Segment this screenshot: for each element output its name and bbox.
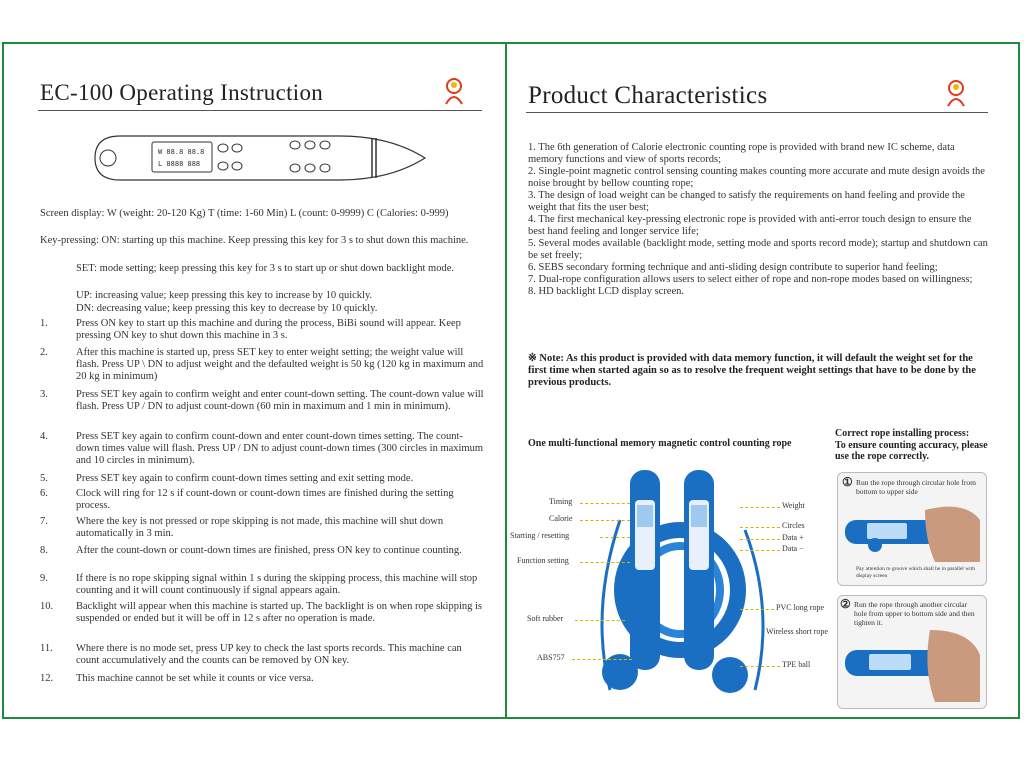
step-number: 3. xyxy=(40,389,48,400)
step-number: 5. xyxy=(40,473,48,484)
operating-instruction-title: EC-100 Operating Instruction xyxy=(40,80,324,105)
title-divider xyxy=(526,112,988,113)
install-subtitle: To ensure counting accuracy, please use the rope correctly. xyxy=(835,440,988,462)
step-text: Where the key is not pressed or rope skipping is not made, this machine will shut down automatically in 3 min. xyxy=(76,516,444,539)
label-abs757: ABS757 xyxy=(537,653,565,662)
step-number: 8. xyxy=(40,545,48,556)
leader-line xyxy=(600,537,630,538)
step-2-photo xyxy=(845,630,980,702)
feature-item: 2. Single-point magnetic control sensing counting makes counting more accurate and mute design avoids the noise brought by bellow counting rope; xyxy=(528,166,985,189)
label-data-minus: Data − xyxy=(782,544,804,553)
title-divider xyxy=(38,110,482,111)
label-pvc-long-rope: PVC long rope xyxy=(776,603,824,612)
product-characteristics-title: Product Characteristics xyxy=(528,82,768,109)
step-text: Press SET key again to confirm count-down times setting and exit setting mode. xyxy=(76,473,414,484)
key-pressing-text: Key-pressing: ON: starting up this machine. Keep pressing this key for 3 s to shut down this machine. xyxy=(40,235,469,246)
label-timing: Timing xyxy=(549,497,573,506)
leader-line xyxy=(580,503,630,504)
label-data-plus: Data + xyxy=(782,533,804,542)
up-key-text: UP: increasing value; keep pressing this key to increase by 10 quickly. xyxy=(76,290,373,301)
step-text: Press SET key again to confirm weight and enter count-down setting. The count-down value will flash. Press UP / DN to adjust count-down (60 min in maximum and 1 min in minimum). xyxy=(76,389,484,412)
label-soft-rubber: Soft rubber xyxy=(527,614,564,623)
label-tpe-ball: TPE ball xyxy=(782,660,811,669)
feature-item: 6. SEBS secondary forming technique and anti-sliding design contribute to superior hand feeling; xyxy=(528,262,938,273)
leader-line xyxy=(740,609,774,610)
feature-item: 4. The first mechanical key-pressing electronic rope is provided with anti-error touch design to ensure the best hand feeling and longer service life; xyxy=(528,214,972,237)
feature-item: 5. Several modes available (backlight mode, setting mode and sports record mode); startup and shutdown can be set freely; xyxy=(528,238,988,261)
step-text: After this machine is started up, press SET key to enter weight setting; the weight value will flash. Press UP \ DN to adjust weight and the defaulted weight is 50 kg (120 kg in maximum and 20 kg in minimum) xyxy=(76,347,484,382)
svg-text:L 8888 888: L 8888 888 xyxy=(158,160,201,168)
leader-line xyxy=(575,620,625,621)
leader-line xyxy=(572,659,632,660)
step-number: 6. xyxy=(40,488,48,499)
step-2-text: Run the rope through another circular hole from upper to bottom side and then tighten it. xyxy=(854,600,975,627)
leader-line xyxy=(580,562,630,563)
step-number: 10. xyxy=(40,601,54,612)
feature-item: 3. The design of load weight can be changed to satisfy the requirements on hand feeling and provide the weight that fits the user best; xyxy=(528,190,965,213)
dn-key-text: DN: decreasing value; keep pressing this key to decrease by 10 quickly. xyxy=(76,303,378,314)
step-1-number: ① xyxy=(842,475,853,489)
step-text: After the count-down or count-down times are finished, press ON key to continue counting. xyxy=(76,545,462,556)
feature-item: 7. Dual-rope configuration allows users to select either of rope and non-rope modes based on willingness; xyxy=(528,274,973,285)
step-number: 12. xyxy=(40,673,54,684)
step-number: 4. xyxy=(40,431,48,442)
leader-line xyxy=(740,507,780,508)
step-text: Where there is no mode set, press UP key to check the last sports records. This machine can count accumulatively and the counts can be removed by ON key. xyxy=(76,643,462,666)
brand-logo-icon xyxy=(942,78,970,108)
features-list xyxy=(528,142,988,298)
step-text: Backlight will appear when this machine is started up. The backlight is on when rope skipping is suspended or ended but it will be off in 12 s after no operation is made. xyxy=(76,601,483,624)
step-number: 11. xyxy=(40,643,53,654)
step-text: Press ON key to start up this machine and during the process, BiBi sound will appear. Keep pressing ON key to shut down this machine in 3 s. xyxy=(76,318,461,341)
step-2-number: ② xyxy=(840,597,851,611)
feature-item: 1. The 6th generation of Calorie electronic counting rope is provided with brand new IC scheme, data memory functions and view of sports records; xyxy=(528,142,955,165)
step-number: 1. xyxy=(40,318,48,329)
brand-logo-icon xyxy=(440,76,468,106)
set-key-text: SET: mode setting; keep pressing this key for 3 s to start up or shut down backlight mode. xyxy=(76,263,455,274)
step-text: This machine cannot be set while it counts or vice versa. xyxy=(76,673,314,684)
step-1-text: Run the rope through circular hole from bottom to upper side xyxy=(856,478,976,496)
label-weight: Weight xyxy=(782,501,805,510)
leader-line xyxy=(740,666,780,667)
memory-note: ※ Note: As this product is provided with data memory function, it will default the weight set for the first time when started again so as to resolve the frequent weight settings that have to be done by the previous products. xyxy=(528,353,976,388)
install-title: Correct rope installing process: xyxy=(835,428,970,439)
step-text: Press SET key again to confirm count-down and enter count-down times setting. The count-down times value will flash. Press UP / DN to adjust count-down times (300 circles in maximum and 10 circles in minimum). xyxy=(76,431,484,466)
step-number: 2. xyxy=(40,347,48,358)
svg-text:W 88.8 88.8: W 88.8 88.8 xyxy=(158,148,205,156)
diagram-title: One multi-functional memory magnetic control counting rope xyxy=(528,438,792,449)
label-function-setting: Function setting xyxy=(517,556,569,565)
label-starting-resetting: Starting / resetting xyxy=(510,531,570,540)
leader-line xyxy=(580,520,630,521)
leader-line xyxy=(740,527,780,528)
step-text: Clock will ring for 12 s if count-down or count-down times are finished during the setting process. xyxy=(76,488,454,511)
step-text: If there is no rope skipping signal within 1 s during the skipping process, this machine will stop counting and it will count continuously if signal appears again. xyxy=(76,573,478,596)
feature-item: 8. HD backlight LCD display screen. xyxy=(528,286,685,297)
jump-rope-illustration xyxy=(580,460,780,700)
label-calorie: Calorie xyxy=(549,514,573,523)
screen-display-text: Screen display: W (weight: 20-120 Kg) T (time: 1-60 Min) L (count: 0-9999) C (Calories: 0-999) xyxy=(40,208,449,219)
step-1-note: Pay attention to groove which shall be in parallel with display screen xyxy=(856,566,975,579)
label-wireless-short-rope: Wireless short rope xyxy=(766,627,828,636)
device-diagram xyxy=(90,128,430,188)
leader-line xyxy=(740,550,780,551)
step-1-photo xyxy=(845,500,980,562)
step-number: 9. xyxy=(40,573,48,584)
label-circles: Circles xyxy=(782,521,805,530)
leader-line xyxy=(740,539,780,540)
step-number: 7. xyxy=(40,516,48,527)
